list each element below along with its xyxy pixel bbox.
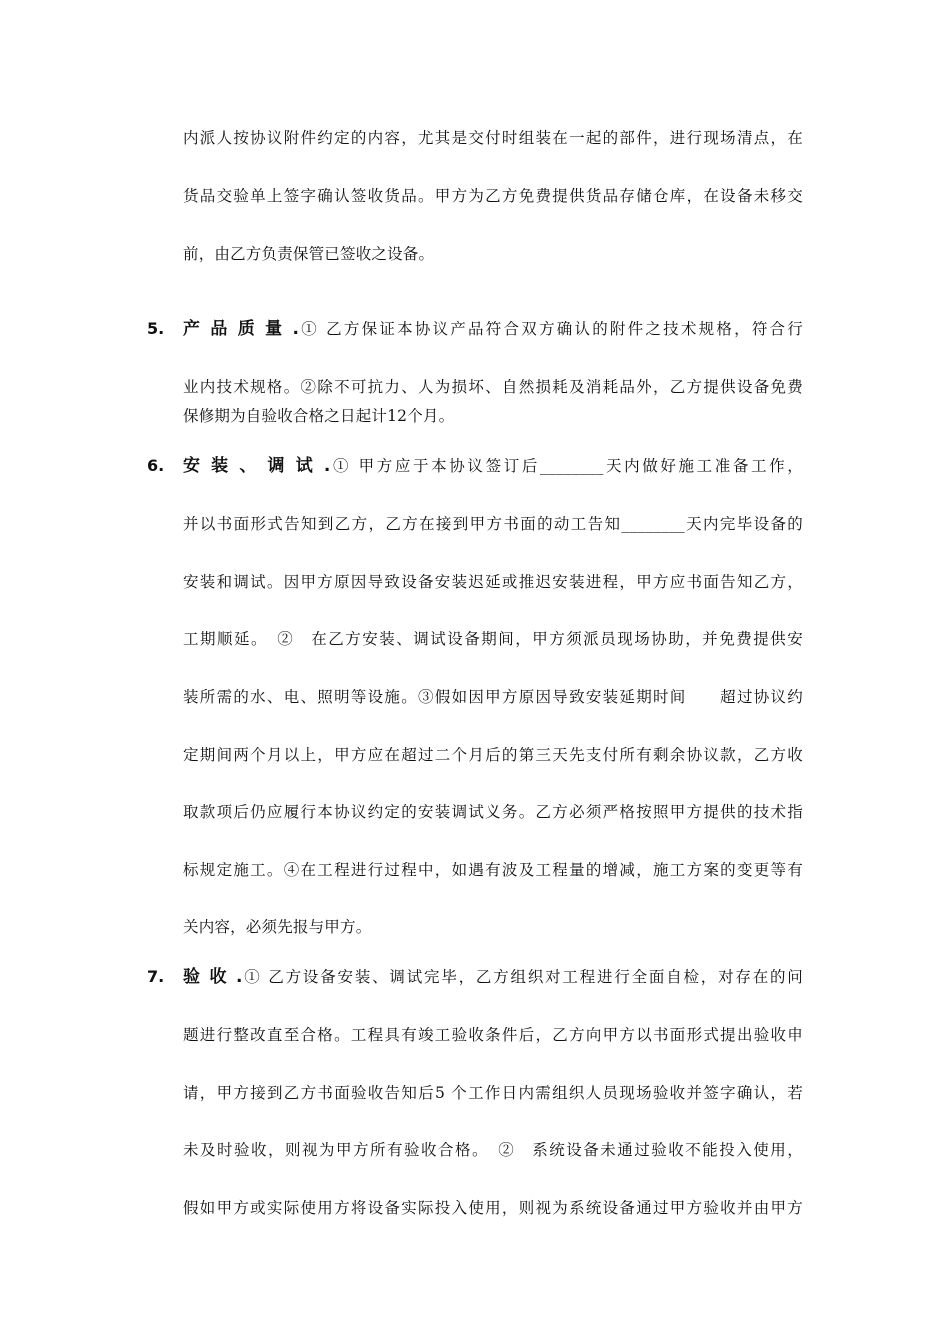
paragraph-line: 取款项后仍应履行本协议约定的安装调试义务。乙方必须严格按照甲方提供的技术指 — [183, 803, 803, 821]
section-heading: 安 装 、 调 试 . — [183, 456, 331, 476]
paragraph-line: 安装和调试。因甲方原因导致设备安装迟延或推迟安装进程，甲方应书面告知乙方， — [183, 573, 803, 591]
paragraph-line: 未及时验收，则视为甲方所有验收合格。 ② 系统设备未通过验收不能投入使用， — [183, 1141, 803, 1159]
paragraph-line: 请，甲方接到乙方书面验收告知后5 个工作日内需组织人员现场验收并签字确认，若 — [183, 1084, 803, 1102]
section-5-first-line — [183, 319, 803, 339]
paragraph-line: 标规定施工。④在工程进行过程中，如遇有波及工程量的增减，施工方案的变更等有 — [183, 861, 803, 879]
paragraph-line: 装所需的水、电、照明等设施。③假如因甲方原因导致安装延期时间 超过协议约 — [183, 688, 803, 706]
paragraph-line: 业内技术规格。②除不可抗力、人为损坏、自然损耗及消耗品外，乙方提供设备免费 — [183, 378, 803, 396]
paragraph-text: ① 乙方设备安装、调试完毕，乙方组织对工程进行全面自检，对存在的问 — [242, 968, 804, 986]
section-7-first-line — [183, 967, 803, 987]
paragraph-line: 并以书面形式告知到乙方，乙方在接到甲方书面的动工告知________天内完毕设备的 — [183, 515, 803, 533]
section-number: 5. — [147, 319, 165, 338]
paragraph-line: 定期间两个月以上，甲方应在超过二个月后的第三天先支付所有剩余协议款，乙方收 — [183, 746, 803, 764]
paragraph-line: 工期顺延。 ② 在乙方安装、调试设备期间，甲方须派员现场协助，并免费提供安 — [183, 630, 803, 648]
paragraph-line: 保修期为自验收合格之日起计12个月。 — [183, 407, 455, 425]
paragraph-line: 前，由乙方负责保管已签收之设备。 — [183, 245, 435, 263]
section-6-first-line — [183, 456, 803, 476]
paragraph-line: 内派人按协议附件约定的内容，尤其是交付时组装在一起的部件，进行现场清点，在 — [183, 129, 803, 147]
section-heading: 验 收 . — [183, 967, 243, 987]
section-number: 7. — [147, 967, 165, 986]
paragraph-line: 题进行整改直至合格。工程具有竣工验收条件后，乙方向甲方以书面形式提出验收申 — [183, 1026, 803, 1044]
section-number: 6. — [147, 456, 165, 475]
paragraph-line: 假如甲方或实际使用方将设备实际投入使用，则视为系统设备通过甲方验收并由甲方 — [183, 1199, 803, 1217]
paragraph-text: ① 甲方应于本协议签订后________天内做好施工准备工作， — [330, 457, 803, 475]
paragraph-line: 关内容，必须先报与甲方。 — [183, 918, 372, 936]
section-heading: 产 品 质 量 . — [183, 319, 300, 339]
paragraph-line: 货品交验单上签字确认签收货品。甲方为乙方免费提供货品存储仓库，在设备未移交 — [183, 187, 803, 205]
paragraph-text: ① 乙方保证本协议产品符合双方确认的附件之技术规格，符合行 — [299, 320, 803, 338]
